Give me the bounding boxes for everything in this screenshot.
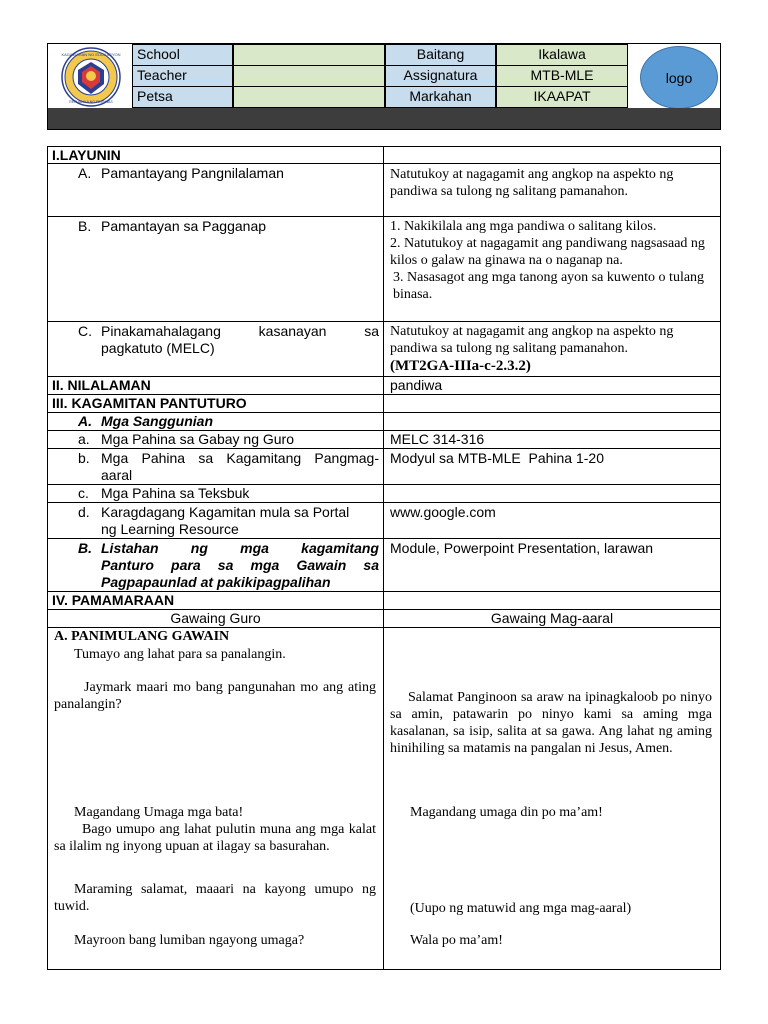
melc-label-line-2: pagkatuto (MELC) bbox=[101, 340, 215, 356]
portal-resource-label-1: Karagdagang Kagamitan mula sa Portal bbox=[101, 504, 350, 520]
assignatura-value: MTB-MLE bbox=[496, 65, 628, 87]
pamantayang-pangnilalaman-row: A. Pamantayang Pangnilalaman Natutukoy at nagagamit ang angkop na aspekto ng pandiwa sa tulong ng salitang pamanahon. bbox=[48, 164, 720, 217]
lesson-plan-table bbox=[47, 146, 721, 970]
pamamaraan-heading: IV. PAMAMARAAN bbox=[52, 592, 175, 608]
guro-line-5: Maraming salamat, maaari na kayong umupo ng tuwid. bbox=[54, 882, 376, 914]
guro-line-3: Magandang Umaga mga bata! bbox=[74, 805, 244, 820]
pagganap-item-2: 2. Natutukoy at nagagamit ang pandiwang nagsasaad ng kilos o galaw na ginawa na o naganap na. bbox=[390, 236, 705, 268]
header-block bbox=[47, 43, 721, 130]
teksbuk-row: c. Mga Pahina sa Teksbuk bbox=[48, 485, 720, 503]
baitang-label: Baitang bbox=[385, 44, 496, 66]
listahan-row: B. Listahan ng mga kagamitang Panturo para sa mga Gawain sa Pagpapaunlad at pakikipagpalihan Module, Powerpoint Presentation, larawan bbox=[48, 539, 720, 592]
teksbuk-label: Mga Pahina sa Teksbuk bbox=[101, 485, 250, 501]
portal-resource-value[interactable]: www.google.com bbox=[390, 504, 496, 520]
gabay-guro-row: a. Mga Pahina sa Gabay ng Guro MELC 314-316 bbox=[48, 431, 720, 449]
listahan-label-3: Pagpapaunlad at pakikipagpalihan bbox=[101, 574, 331, 590]
kagamitang-pangmag-aaral-value: Modyul sa MTB-MLE Pahina 1-20 bbox=[390, 450, 604, 466]
mag-aaral-line-1: Salamat Panginoon sa araw na ipinagkaloob po ninyo sa amin, patawarin po ninyo kami sa aming mga kasalanan, sa isip, salita at sa gawa. Ang lahat ng aming hinihiling sa matamis na pangalan ni Jesus, Amen. bbox=[390, 690, 712, 756]
kagamitan-heading-row bbox=[48, 395, 720, 413]
school-label: School bbox=[132, 44, 233, 66]
gawaing-mag-aaral-header: Gawaing Mag-aaral bbox=[490, 610, 614, 626]
guro-line-6: Mayroon bang lumiban ngayong umaga? bbox=[74, 933, 305, 948]
nilalaman-row bbox=[48, 377, 720, 395]
header-divider-bar bbox=[48, 108, 720, 129]
svg-text:KAGAWARAN NG EDUKASYON: KAGAWARAN NG EDUKASYON bbox=[61, 52, 121, 57]
kagamitang-pangmag-aaral-row: b. Mga Pahina sa Kagamitang Pangmag- aaral Modyul sa MTB-MLE Pahina 1-20 bbox=[48, 449, 720, 485]
layunin-heading: I.LAYUNIN bbox=[52, 147, 121, 163]
teacher-label: Teacher bbox=[132, 65, 233, 87]
nilalaman-value: pandiwa bbox=[390, 377, 443, 393]
mag-aaral-line-4: Wala po ma’am! bbox=[410, 933, 503, 948]
guro-line-2: Jaymark maari mo bang pangunahan mo ang ating panalangin? bbox=[54, 680, 376, 712]
markahan-value: IKAAPAT bbox=[496, 86, 628, 108]
deped-seal-icon bbox=[50, 46, 132, 108]
sanggunian-row: A. Mga Sanggunian bbox=[48, 413, 720, 431]
kagamitan-heading: III. KAGAMITAN PANTUTURO bbox=[52, 395, 247, 411]
melc-value: Natutukoy at nagagamit ang angkop na aspekto ng pandiwa sa tulong ng salitang pamanahon. bbox=[390, 324, 674, 356]
guro-line-4: Bago umupo ang lahat pulutin muna ang mga kalat sa ilalim ng inyong upuan at ilagay sa basurahan. bbox=[54, 822, 376, 854]
assignatura-label: Assignatura bbox=[385, 65, 496, 87]
petsa-label: Petsa bbox=[132, 86, 233, 108]
melc-code: (MT2GA-IIIa-c-2.3.2) bbox=[390, 358, 531, 374]
pagganap-item-1: 1. Nakikilala ang mga pandiwa o salitang kilos. bbox=[390, 219, 657, 234]
mag-aaral-line-3: (Uupo ng matuwid ang mga mag-aaral) bbox=[410, 901, 632, 916]
gabay-guro-value: MELC 314-316 bbox=[390, 431, 485, 447]
logo-text: logo bbox=[665, 69, 693, 86]
mag-aaral-line-2: Magandang umaga din po ma’am! bbox=[410, 805, 603, 820]
pagganap-item-3: 3. Nasasagot ang mga tanong ayon sa kuwento o tulang binasa. bbox=[393, 270, 705, 302]
pamantayang-pangnilalaman-label: Pamantayang Pangnilalaman bbox=[101, 165, 284, 181]
listahan-label-1: Listahan ng mga kagamitang bbox=[101, 540, 379, 556]
panimulang-gawain-row bbox=[48, 628, 720, 969]
guro-line-1: Tumayo ang lahat para sa panalangin. bbox=[74, 647, 286, 662]
melc-row: C. Pinakamahalagang kasanayan sa pagkatuto (MELC) Natutukoy at nagagamit ang angkop na aspekto ng pandiwa sa tulong ng salitang pamanahon. (MT2GA-IIIa-c-2.3.2) bbox=[48, 322, 720, 377]
portal-resource-label-2: ng Learning Resource bbox=[101, 521, 239, 537]
listahan-value: Module, Powerpoint Presentation, larawan bbox=[390, 540, 654, 556]
pamantayang-pangnilalaman-value: Natutukoy at nagagamit ang angkop na aspekto ng pandiwa sa tulong ng salitang pamanahon. bbox=[390, 167, 674, 199]
petsa-value[interactable] bbox=[233, 86, 385, 108]
gawaing-guro-header: Gawaing Guro bbox=[170, 610, 261, 626]
school-value[interactable] bbox=[233, 44, 385, 66]
sanggunian-label: Mga Sanggunian bbox=[101, 413, 213, 429]
panimulang-gawain-heading: A. PANIMULANG GAWAIN bbox=[54, 629, 230, 644]
pamantayan-sa-pagganap-label: Pamantayan sa Pagganap bbox=[101, 218, 267, 234]
kagamitang-pangmag-aaral-label-2: aaral bbox=[101, 467, 133, 483]
melc-label-line-1: Pinakamahalagang kasanayan sa bbox=[101, 323, 379, 339]
kagamitang-pangmag-aaral-label-1: Mga Pahina sa Kagamitang Pangmag- bbox=[101, 450, 379, 466]
pamamaraan-heading-row bbox=[48, 592, 720, 610]
listahan-label-2: Panturo para sa mga Gawain sa bbox=[101, 557, 379, 573]
layunin-heading-row bbox=[48, 147, 720, 164]
baitang-value: Ikalawa bbox=[496, 44, 628, 66]
logo-placeholder bbox=[640, 46, 718, 109]
pamantayan-sa-pagganap-row: B. Pamantayan sa Pagganap 1. Nakikilala ang mga pandiwa o salitang kilos. 2. Natutukoy at nagagamit ang pandiwang nagsasaad ng kilos o galaw na ginawa na o naganap na. 3. Nasasagot ang mga tanong ayon sa kuwento o tulang binasa. bbox=[48, 217, 720, 322]
svg-text:REPUBLIKA NG PILIPINAS: REPUBLIKA NG PILIPINAS bbox=[69, 100, 113, 104]
gawain-columns-row bbox=[48, 610, 720, 628]
markahan-label: Markahan bbox=[385, 86, 496, 108]
gabay-guro-label: Mga Pahina sa Gabay ng Guro bbox=[101, 431, 295, 447]
teacher-value[interactable] bbox=[233, 65, 385, 87]
portal-resource-row: d. Karagdagang Kagamitan mula sa Portal ng Learning Resource www.google.com bbox=[48, 503, 720, 539]
nilalaman-heading: II. NILALAMAN bbox=[52, 377, 151, 393]
